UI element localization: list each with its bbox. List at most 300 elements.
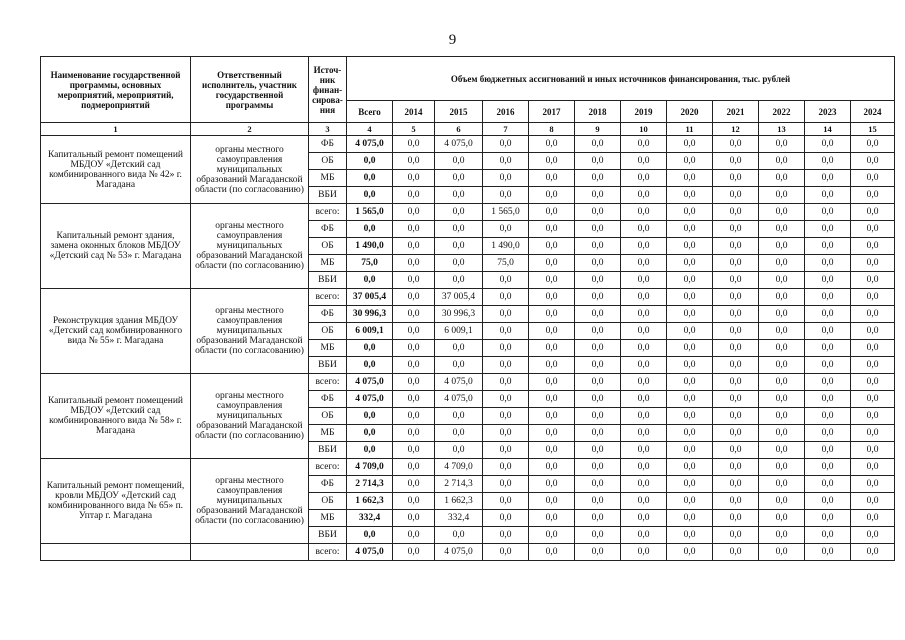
- year-value: 0,0: [529, 153, 575, 170]
- year-value: 0,0: [851, 357, 895, 374]
- year-value: 0,0: [575, 476, 621, 493]
- year-value: 0,0: [575, 255, 621, 272]
- year-value: 0,0: [575, 442, 621, 459]
- year-value: 0,0: [805, 187, 851, 204]
- year-value: 0,0: [483, 459, 529, 476]
- funding-source: ФБ: [309, 221, 347, 238]
- year-value: 0,0: [759, 527, 805, 544]
- funding-source: ВБИ: [309, 272, 347, 289]
- year-value: 0,0: [805, 374, 851, 391]
- year-value: 0,0: [435, 442, 483, 459]
- header-year: 2015: [435, 101, 483, 123]
- year-value: 0,0: [483, 153, 529, 170]
- year-value: 0,0: [667, 527, 713, 544]
- year-value: 0,0: [759, 408, 805, 425]
- year-value: 0,0: [435, 153, 483, 170]
- year-value: 0,0: [667, 238, 713, 255]
- year-value: 0,0: [621, 153, 667, 170]
- year-value: 0,0: [393, 136, 435, 153]
- year-value: 0,0: [759, 306, 805, 323]
- year-value: 0,0: [713, 374, 759, 391]
- year-value: 0,0: [667, 221, 713, 238]
- total-value: 0,0: [347, 221, 393, 238]
- year-value: 0,0: [621, 289, 667, 306]
- executor-cell: органы местного самоуправления муниципальных образований Магаданской области (по согласованию): [191, 136, 309, 204]
- total-value: 1 490,0: [347, 238, 393, 255]
- year-value: 0,0: [667, 272, 713, 289]
- column-number: 8: [529, 123, 575, 136]
- year-value: 0,0: [759, 357, 805, 374]
- year-value: 0,0: [621, 459, 667, 476]
- year-value: 0,0: [621, 527, 667, 544]
- header-year: 2022: [759, 101, 805, 123]
- year-value: 0,0: [529, 323, 575, 340]
- year-value: 0,0: [759, 323, 805, 340]
- total-value: 4 709,0: [347, 459, 393, 476]
- year-value: 0,0: [621, 408, 667, 425]
- year-value: 0,0: [621, 340, 667, 357]
- measure-name: Капитальный ремонт помещений, кровли МБДОУ «Детский сад комбинированного вида № 65» п. Уптар г. Магадана: [41, 459, 191, 544]
- year-value: 0,0: [759, 170, 805, 187]
- year-value: 4 075,0: [435, 391, 483, 408]
- total-value: 0,0: [347, 527, 393, 544]
- year-value: 0,0: [851, 340, 895, 357]
- funding-source: МБ: [309, 340, 347, 357]
- year-value: 0,0: [851, 221, 895, 238]
- header-year: 2016: [483, 101, 529, 123]
- year-value: 0,0: [621, 323, 667, 340]
- year-value: 0,0: [393, 306, 435, 323]
- funding-source: всего:: [309, 544, 347, 561]
- year-value: 0,0: [713, 340, 759, 357]
- year-value: 0,0: [667, 391, 713, 408]
- table-row: [41, 544, 895, 561]
- year-value: 0,0: [713, 204, 759, 221]
- year-value: 0,0: [667, 153, 713, 170]
- year-value: 0,0: [851, 476, 895, 493]
- total-value: 0,0: [347, 187, 393, 204]
- year-value: 0,0: [805, 153, 851, 170]
- table-header: [41, 57, 895, 136]
- year-value: 0,0: [805, 493, 851, 510]
- year-value: 0,0: [529, 527, 575, 544]
- year-value: 0,0: [805, 527, 851, 544]
- header-name: Наименование государственной программы, основных мероприятий, мероприятий, подмероприятий: [41, 57, 191, 123]
- year-value: 0,0: [529, 272, 575, 289]
- year-value: 0,0: [851, 170, 895, 187]
- year-value: 0,0: [575, 272, 621, 289]
- total-value: 1 662,3: [347, 493, 393, 510]
- year-value: 0,0: [667, 323, 713, 340]
- table-row: [41, 374, 895, 391]
- year-value: 4 075,0: [435, 136, 483, 153]
- year-value: 0,0: [393, 153, 435, 170]
- year-value: 0,0: [575, 425, 621, 442]
- table-row: [41, 204, 895, 221]
- funding-source: ФБ: [309, 476, 347, 493]
- header-source: Источ-ник финан-сирова-ния: [309, 57, 347, 123]
- year-value: 0,0: [393, 289, 435, 306]
- column-number: 14: [805, 123, 851, 136]
- year-value: 0,0: [759, 340, 805, 357]
- header-year: 2014: [393, 101, 435, 123]
- total-value: 0,0: [347, 272, 393, 289]
- executor-cell: [191, 544, 309, 561]
- year-value: 0,0: [483, 187, 529, 204]
- year-value: 0,0: [575, 323, 621, 340]
- funding-source: всего:: [309, 289, 347, 306]
- year-value: 0,0: [667, 459, 713, 476]
- year-value: 0,0: [483, 340, 529, 357]
- year-value: 0,0: [529, 289, 575, 306]
- year-value: 0,0: [621, 544, 667, 561]
- total-value: 37 005,4: [347, 289, 393, 306]
- header-year: 2018: [575, 101, 621, 123]
- year-value: 0,0: [759, 493, 805, 510]
- year-value: 0,0: [667, 255, 713, 272]
- year-value: 0,0: [713, 170, 759, 187]
- year-value: 0,0: [805, 476, 851, 493]
- year-value: 4 075,0: [435, 544, 483, 561]
- year-value: 0,0: [435, 357, 483, 374]
- year-value: 0,0: [575, 306, 621, 323]
- year-value: 0,0: [713, 306, 759, 323]
- year-value: 0,0: [435, 187, 483, 204]
- year-value: 0,0: [529, 544, 575, 561]
- year-value: 0,0: [713, 238, 759, 255]
- year-value: 0,0: [575, 493, 621, 510]
- year-value: 0,0: [393, 476, 435, 493]
- funding-source: ОБ: [309, 238, 347, 255]
- year-value: 0,0: [393, 204, 435, 221]
- year-value: 0,0: [435, 170, 483, 187]
- year-value: 0,0: [759, 476, 805, 493]
- year-value: 0,0: [805, 221, 851, 238]
- year-value: 0,0: [483, 408, 529, 425]
- year-value: 0,0: [483, 442, 529, 459]
- column-number: 15: [851, 123, 895, 136]
- header-year: 2020: [667, 101, 713, 123]
- total-value: 2 714,3: [347, 476, 393, 493]
- column-number: 10: [621, 123, 667, 136]
- year-value: 0,0: [393, 357, 435, 374]
- total-value: 0,0: [347, 442, 393, 459]
- funding-source: ОБ: [309, 493, 347, 510]
- year-value: 1 662,3: [435, 493, 483, 510]
- year-value: 0,0: [713, 442, 759, 459]
- year-value: 0,0: [759, 221, 805, 238]
- column-number: 7: [483, 123, 529, 136]
- year-value: 0,0: [393, 391, 435, 408]
- year-value: 0,0: [393, 170, 435, 187]
- funding-source: ВБИ: [309, 527, 347, 544]
- year-value: 0,0: [667, 493, 713, 510]
- year-value: 0,0: [393, 221, 435, 238]
- table-row: [41, 136, 895, 153]
- funding-source: всего:: [309, 374, 347, 391]
- year-value: 0,0: [393, 255, 435, 272]
- year-value: 0,0: [621, 204, 667, 221]
- year-value: 0,0: [713, 527, 759, 544]
- total-value: 0,0: [347, 408, 393, 425]
- year-value: 0,0: [575, 391, 621, 408]
- year-value: 0,0: [759, 425, 805, 442]
- year-value: 332,4: [435, 510, 483, 527]
- year-value: 75,0: [483, 255, 529, 272]
- year-value: 0,0: [529, 340, 575, 357]
- total-value: 1 565,0: [347, 204, 393, 221]
- measure-name: Капитальный ремонт помещений МБДОУ «Детский сад комбинированного вида № 42» г. Магадана: [41, 136, 191, 204]
- year-value: 0,0: [483, 306, 529, 323]
- year-value: 0,0: [805, 544, 851, 561]
- year-value: 0,0: [483, 374, 529, 391]
- year-value: 0,0: [805, 357, 851, 374]
- year-value: 0,0: [575, 340, 621, 357]
- year-value: 0,0: [575, 170, 621, 187]
- total-value: 4 075,0: [347, 136, 393, 153]
- year-value: 0,0: [393, 272, 435, 289]
- year-value: 0,0: [851, 272, 895, 289]
- year-value: 0,0: [805, 442, 851, 459]
- measure-name: Капитальный ремонт помещений МБДОУ «Детский сад комбинированного вида № 58» г. Магадана: [41, 374, 191, 459]
- year-value: 0,0: [393, 442, 435, 459]
- year-value: 0,0: [483, 391, 529, 408]
- year-value: 0,0: [529, 425, 575, 442]
- year-value: 0,0: [435, 204, 483, 221]
- year-value: 0,0: [575, 289, 621, 306]
- year-value: 0,0: [483, 527, 529, 544]
- year-value: 0,0: [759, 255, 805, 272]
- year-value: 0,0: [621, 136, 667, 153]
- year-value: 0,0: [575, 238, 621, 255]
- year-value: 0,0: [435, 221, 483, 238]
- column-number: 4: [347, 123, 393, 136]
- year-value: 0,0: [713, 425, 759, 442]
- year-value: 0,0: [435, 425, 483, 442]
- table-row: [41, 459, 895, 476]
- year-value: 0,0: [851, 459, 895, 476]
- total-value: 4 075,0: [347, 544, 393, 561]
- total-value: 0,0: [347, 357, 393, 374]
- funding-source: всего:: [309, 459, 347, 476]
- column-number: 9: [575, 123, 621, 136]
- year-value: 0,0: [713, 221, 759, 238]
- year-value: 0,0: [851, 289, 895, 306]
- total-value: 4 075,0: [347, 391, 393, 408]
- year-value: 0,0: [621, 493, 667, 510]
- year-value: 0,0: [575, 510, 621, 527]
- funding-source: МБ: [309, 255, 347, 272]
- funding-source: МБ: [309, 510, 347, 527]
- year-value: 0,0: [529, 510, 575, 527]
- year-value: 0,0: [621, 272, 667, 289]
- year-value: 0,0: [483, 272, 529, 289]
- year-value: 0,0: [759, 187, 805, 204]
- year-value: 0,0: [575, 408, 621, 425]
- column-number: 12: [713, 123, 759, 136]
- year-value: 0,0: [621, 442, 667, 459]
- year-value: 0,0: [805, 136, 851, 153]
- measure-name: Капитальный ремонт здания, замена оконных блоков МБДОУ «Детский сад № 53» г. Магадана: [41, 204, 191, 289]
- executor-cell: органы местного самоуправления муниципальных образований Магаданской области (по согласованию): [191, 374, 309, 459]
- year-value: 0,0: [805, 510, 851, 527]
- year-value: 0,0: [621, 187, 667, 204]
- year-value: 0,0: [713, 357, 759, 374]
- year-value: 0,0: [529, 136, 575, 153]
- year-value: 0,0: [759, 136, 805, 153]
- year-value: 0,0: [759, 238, 805, 255]
- column-number: 5: [393, 123, 435, 136]
- year-value: 0,0: [667, 357, 713, 374]
- funding-source: ОБ: [309, 323, 347, 340]
- year-value: 0,0: [621, 170, 667, 187]
- year-value: 0,0: [667, 340, 713, 357]
- year-value: 0,0: [529, 204, 575, 221]
- header-year: 2021: [713, 101, 759, 123]
- year-value: 0,0: [667, 170, 713, 187]
- year-value: 0,0: [759, 391, 805, 408]
- year-value: 0,0: [851, 306, 895, 323]
- year-value: 0,0: [851, 425, 895, 442]
- year-value: 1 565,0: [483, 204, 529, 221]
- year-value: 0,0: [435, 527, 483, 544]
- funding-source: ВБИ: [309, 357, 347, 374]
- year-value: 0,0: [393, 374, 435, 391]
- total-value: 0,0: [347, 153, 393, 170]
- year-value: 0,0: [393, 527, 435, 544]
- year-value: 0,0: [393, 323, 435, 340]
- year-value: 0,0: [805, 340, 851, 357]
- year-value: 0,0: [435, 408, 483, 425]
- column-number: 6: [435, 123, 483, 136]
- header-year: 2024: [851, 101, 895, 123]
- year-value: 0,0: [713, 459, 759, 476]
- year-value: 2 714,3: [435, 476, 483, 493]
- year-value: 0,0: [759, 153, 805, 170]
- year-value: 0,0: [529, 408, 575, 425]
- funding-source: ФБ: [309, 136, 347, 153]
- year-value: 0,0: [713, 187, 759, 204]
- year-value: 37 005,4: [435, 289, 483, 306]
- year-value: 0,0: [805, 204, 851, 221]
- year-value: 0,0: [851, 544, 895, 561]
- year-value: 0,0: [621, 238, 667, 255]
- year-value: 0,0: [667, 136, 713, 153]
- year-value: 0,0: [851, 493, 895, 510]
- year-value: 0,0: [667, 510, 713, 527]
- year-value: 0,0: [483, 221, 529, 238]
- year-value: 0,0: [667, 306, 713, 323]
- year-value: 0,0: [621, 255, 667, 272]
- year-value: 0,0: [483, 493, 529, 510]
- total-value: 4 075,0: [347, 374, 393, 391]
- year-value: 0,0: [483, 510, 529, 527]
- year-value: 0,0: [851, 442, 895, 459]
- executor-cell: органы местного самоуправления муниципальных образований Магаданской области (по согласованию): [191, 459, 309, 544]
- year-value: 0,0: [713, 476, 759, 493]
- year-value: 0,0: [667, 289, 713, 306]
- total-value: 0,0: [347, 340, 393, 357]
- year-value: 0,0: [483, 476, 529, 493]
- year-value: 1 490,0: [483, 238, 529, 255]
- year-value: 0,0: [483, 323, 529, 340]
- year-value: 0,0: [393, 459, 435, 476]
- year-value: 0,0: [805, 425, 851, 442]
- year-value: 0,0: [759, 289, 805, 306]
- year-value: 30 996,3: [435, 306, 483, 323]
- year-value: 0,0: [529, 187, 575, 204]
- total-value: 332,4: [347, 510, 393, 527]
- year-value: 0,0: [621, 374, 667, 391]
- year-value: 0,0: [713, 391, 759, 408]
- year-value: 0,0: [393, 510, 435, 527]
- year-value: 0,0: [575, 153, 621, 170]
- year-value: 0,0: [805, 272, 851, 289]
- year-value: 0,0: [435, 340, 483, 357]
- header-year: 2019: [621, 101, 667, 123]
- year-value: 0,0: [483, 357, 529, 374]
- year-value: 0,0: [667, 476, 713, 493]
- funding-source: ФБ: [309, 391, 347, 408]
- year-value: 0,0: [575, 204, 621, 221]
- funding-source: ВБИ: [309, 442, 347, 459]
- year-value: 0,0: [621, 221, 667, 238]
- year-value: 0,0: [435, 238, 483, 255]
- total-value: 75,0: [347, 255, 393, 272]
- executor-cell: органы местного самоуправления муниципальных образований Магаданской области (по согласованию): [191, 289, 309, 374]
- header-year: Всего: [347, 101, 393, 123]
- year-value: 0,0: [851, 391, 895, 408]
- year-value: 0,0: [529, 493, 575, 510]
- executor-cell: органы местного самоуправления муниципальных образований Магаданской области (по согласованию): [191, 204, 309, 289]
- column-number: 13: [759, 123, 805, 136]
- funding-source: всего:: [309, 204, 347, 221]
- year-value: 0,0: [575, 357, 621, 374]
- year-value: 0,0: [575, 459, 621, 476]
- year-value: 0,0: [621, 306, 667, 323]
- year-value: 0,0: [529, 170, 575, 187]
- column-number-row: [41, 123, 895, 136]
- header-year: 2023: [805, 101, 851, 123]
- year-value: 0,0: [621, 357, 667, 374]
- year-value: 0,0: [667, 374, 713, 391]
- year-value: 0,0: [529, 255, 575, 272]
- year-value: 0,0: [851, 187, 895, 204]
- total-value: 0,0: [347, 170, 393, 187]
- year-value: 0,0: [713, 289, 759, 306]
- year-value: 0,0: [805, 170, 851, 187]
- total-value: 6 009,1: [347, 323, 393, 340]
- year-value: 0,0: [483, 425, 529, 442]
- total-value: 30 996,3: [347, 306, 393, 323]
- year-value: 0,0: [529, 374, 575, 391]
- funding-source: МБ: [309, 425, 347, 442]
- year-value: 0,0: [529, 357, 575, 374]
- year-value: 0,0: [805, 289, 851, 306]
- year-value: 0,0: [575, 374, 621, 391]
- year-value: 0,0: [483, 289, 529, 306]
- year-value: 0,0: [621, 476, 667, 493]
- year-value: 0,0: [759, 459, 805, 476]
- year-value: 0,0: [529, 306, 575, 323]
- year-value: 0,0: [575, 527, 621, 544]
- year-value: 0,0: [667, 187, 713, 204]
- year-value: 0,0: [713, 408, 759, 425]
- year-value: 0,0: [851, 323, 895, 340]
- year-value: 0,0: [575, 221, 621, 238]
- year-value: 0,0: [759, 272, 805, 289]
- year-value: 0,0: [851, 408, 895, 425]
